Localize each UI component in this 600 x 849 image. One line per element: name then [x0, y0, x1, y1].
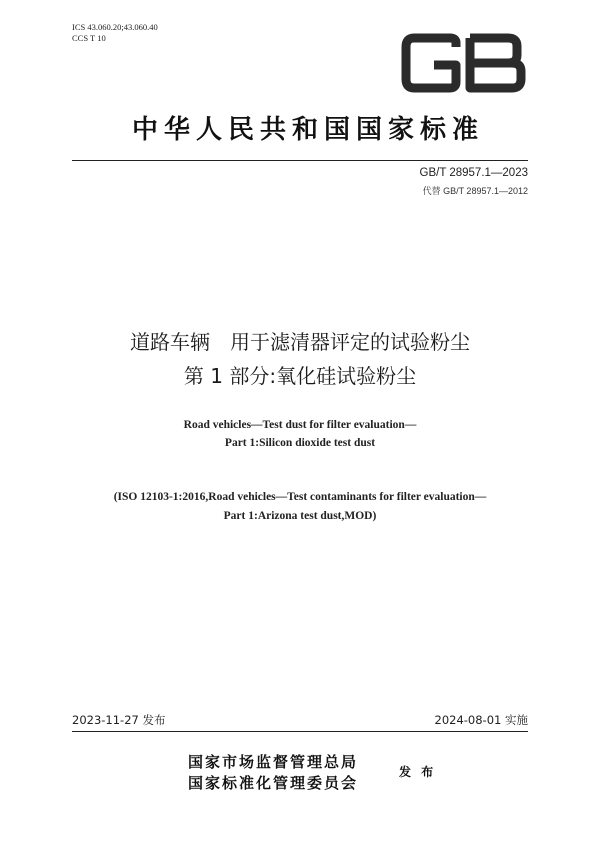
issuer-sac: 国家标准化管理委员会: [188, 774, 359, 792]
title-en-line1: Road vehicles—Test dust for filter evaluation—: [183, 419, 417, 431]
national-standard-title: 中华人民共和国国家标准: [131, 115, 484, 145]
standard-number: GB/T 28957.1—2023: [419, 167, 528, 179]
title-en-line2: Part 1:Silicon dioxide test dust: [224, 437, 376, 449]
gb-logo: [400, 33, 528, 93]
issuer-samr: 国家市场监督管理总局: [188, 753, 359, 771]
implementation-date: 2024-08-01 实施: [434, 713, 528, 727]
iso-reference-line1: (ISO 12103-1:2016,Road vehicles—Test contaminants for filter evaluation—: [113, 491, 487, 503]
ccs-code: CCS T 10: [72, 33, 106, 43]
title-zh-line1: 道路车辆 用于滤清器评定的试验粉尘: [130, 330, 470, 354]
title-zh-line2: 第 1 部分:氧化硅试验粉尘: [183, 364, 417, 388]
publish-label: 发 布: [399, 765, 437, 779]
iso-reference-line2: Part 1:Arizona test dust,MOD): [223, 510, 377, 522]
ics-code: ICS 43.060.20;43.060.40: [72, 22, 158, 32]
replaces-standard: 代替 GB/T 28957.1—2012: [422, 186, 528, 196]
top-divider: [72, 160, 528, 161]
issue-date: 2023-11-27 发布: [72, 713, 166, 727]
bottom-divider: [72, 731, 528, 732]
